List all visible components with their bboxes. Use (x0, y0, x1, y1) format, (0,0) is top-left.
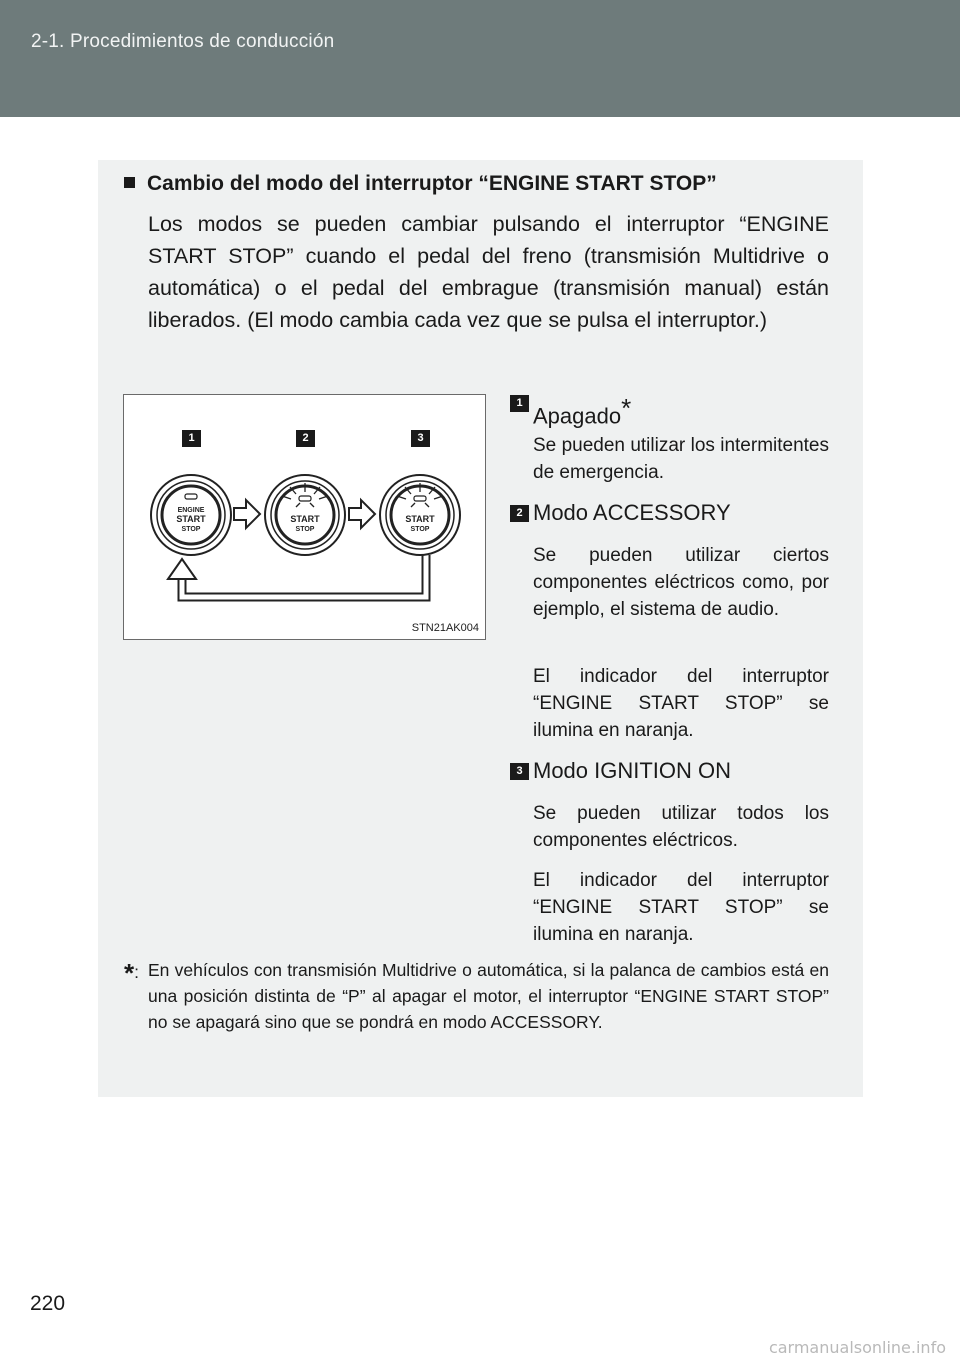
mode-title: Apagado* (533, 393, 632, 429)
page-number: 220 (30, 1292, 66, 1315)
svg-text:START: START (405, 514, 435, 524)
svg-text:START: START (176, 514, 206, 524)
svg-text:STOP: STOP (295, 526, 315, 533)
chapter-title: 2-1. Procedimientos de conducción (31, 31, 335, 52)
watermark: carmanualsonline.info (768, 1338, 946, 1357)
footnote-separator: : (134, 962, 139, 982)
mode-number-badge: 1 (510, 395, 529, 412)
mode-title: Modo ACCESSORY (533, 500, 731, 525)
switch-button-accessory (265, 475, 345, 555)
mode-indicator-note: El indicador del interruptor “ENGINE START STOP” se ilumina en naranja. (533, 870, 829, 945)
svg-text:START: START (290, 514, 320, 524)
figure-badge-2: 2 (296, 430, 315, 447)
footnote-marker: * (621, 393, 632, 423)
mode-indicator-note: El indicador del interruptor “ENGINE START STOP” se ilumina en naranja. (533, 666, 829, 741)
footnote (124, 956, 829, 1035)
figure-badge-1: 1 (182, 430, 201, 447)
mode-number-badge: 3 (510, 763, 529, 780)
switch-button-off (151, 475, 231, 555)
mode-description: Se pueden utilizar ciertos componentes eléctricos como, por ejemplo, el sistema de audio. (533, 545, 829, 620)
switch-button-ignition-on (380, 475, 460, 555)
switch-mode-figure (123, 394, 486, 640)
mode-title: Modo IGNITION ON (533, 758, 732, 783)
mode-description: Se pueden utilizar todos los componentes eléctricos. (533, 803, 829, 851)
section-heading (124, 172, 717, 196)
mode-description: Se pueden utilizar los intermitentes de emergencia. (533, 435, 829, 483)
footnote-mark: * (124, 958, 135, 988)
svg-text:STOP: STOP (410, 526, 430, 533)
section-heading-text: Cambio del modo del interruptor “ENGINE START STOP” (147, 172, 717, 195)
figure-code: STN21AK004 (411, 622, 479, 634)
square-bullet-icon (124, 177, 135, 188)
mode-number-badge: 2 (510, 505, 529, 522)
footnote-text: En vehículos con transmisión Multidrive o automática, si la palanca de cambios está en una posición distinta de “P” al apagar el motor, el interruptor “ENGINE START STOP” no se apagará sino que se pondrá en modo ACCESSORY. (148, 960, 829, 1032)
figure-badge-3: 3 (411, 430, 430, 447)
svg-text:ENGINE: ENGINE (177, 507, 205, 514)
intro-paragraph: Los modos se pueden cambiar pulsando el interruptor “ENGINE START STOP” cuando el pedal del freno (transmisión Multidrive o automática) o el pedal del embrague (transmisión manual) están liberados. (El modo cambia cada vez que se pulsa el interruptor.) (148, 212, 829, 332)
chapter-header-band (0, 0, 960, 117)
svg-text:STOP: STOP (181, 526, 201, 533)
